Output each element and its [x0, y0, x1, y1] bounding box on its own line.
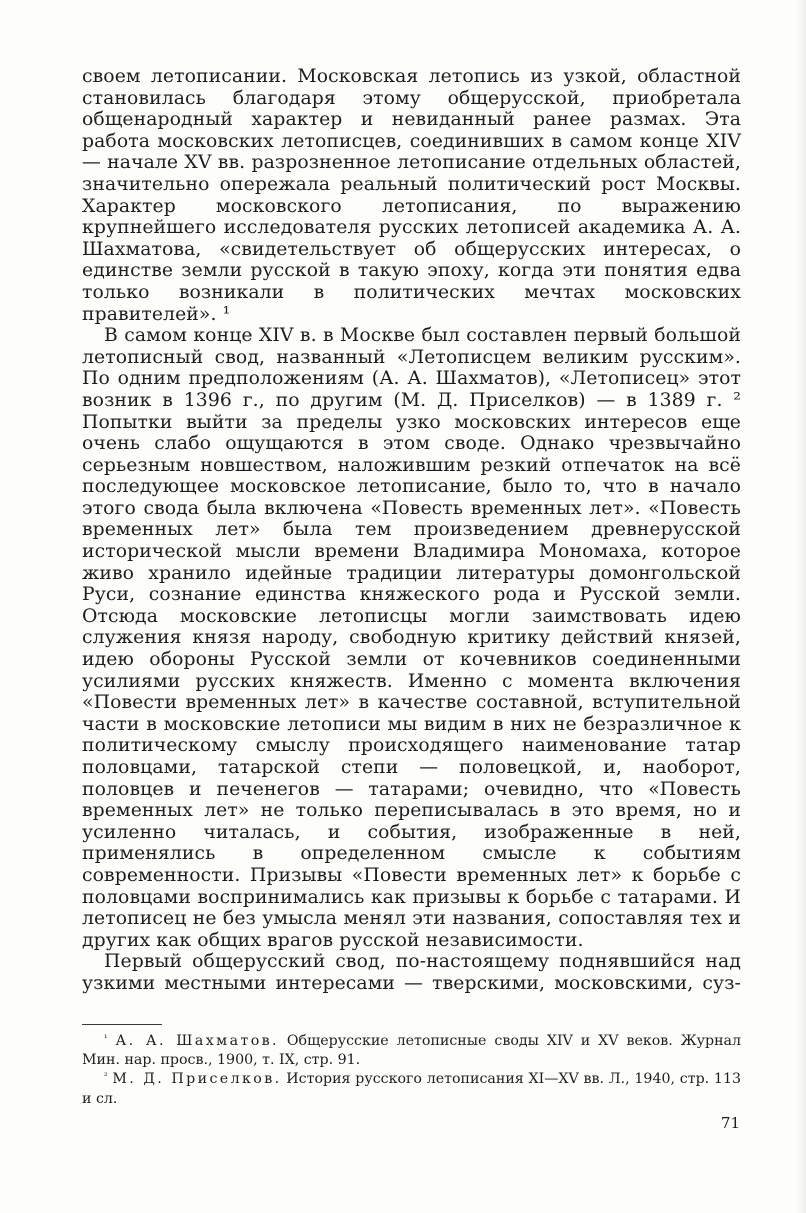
page-number: 71	[720, 1114, 740, 1132]
paragraph-1: своем летописании. Московская летопись из узкой, областной становилась благодаря этому общерусской, приобретала общенародный характер и невиданный ранее размах. Эта работа московских летописцев, соединивших в самом конце XIV — начале XV вв. разрозненное летописание отдельных областей, значительно опережала реальный политический рост Москвы. Характер московского летописания, по выражению крупнейшего исследователя русских летописей академика А. А. Шахматова, «свидетельствует об общерусских интересах, о единстве земли русской в такую эпоху, когда эти понятия едва только возникали в политических мечтах московских правителей». ¹	[82, 66, 741, 325]
paragraph-2: В самом конце XIV в. в Москве был составлен первый большой летописный свод, названный «Летописцем великим русским». По одним предположениям (А. А. Шахматов), «Летописец» этот возник в 1396 г., по другим (М. Д. Приселков) — в 1389 г. ² Попытки выйти за пределы узко московских интересов еще очень слабо ощущаются в этом своде. Однако чрезвычайно серьезным новшеством, наложившим резкий отпечаток на всё последующее московское летописание, было то, что в начало этого свода была включена «Повесть временных лет». «Повесть временных лет» была тем произведением древнерусской исторической мысли времени Владимира Мономаха, которое живо хранило идейные традиции литературы домонгольской Руси, сознание единства княжеского рода и Русской земли. Отсюда московские летописцы могли заимствовать идею служения князя народу, свободную критику действий князей, идею обороны Русской земли от кочевников соединенными усилиями русских княжеств. Именно с момента включения «Повести временных лет» в качестве составной, вступительной части в московские летописи мы видим в них не безразличное к политическому смыслу происходящего наименование татар половцами, татарской степи — половецкой, и, наоборот, половцев и печенегов — татарами; очевидно, что «Повесть временных лет» не только переписывалась в это время, но и усиленно читалась, и события, изображенные в ней, применялись в определенном смысле к событиям современности. Призывы «Повести временных лет» к борьбе с половцами воспринимались как призывы к борьбе с татарами. И летописец не без умысла менял эти названия, сопоставляя тех и других как общих врагов русской независимости.	[82, 325, 741, 951]
footnote-1-marker: ¹	[104, 1034, 108, 1045]
page-edge-shadow	[796, 0, 806, 1213]
footnotes	[82, 1032, 741, 1109]
paragraph-3: Первый общерусский свод, по-настоящему поднявшийся над узкими местными интересами — тверскими, московскими, суз-	[82, 951, 741, 994]
footnote-1-author: А. А. Шахматов.	[115, 1033, 279, 1049]
main-text-body	[82, 66, 741, 995]
footnote-separator	[82, 1024, 162, 1025]
footnote-2-marker: ²	[104, 1072, 108, 1083]
footnote-2-author: М. Д. Приселков.	[112, 1071, 282, 1088]
footnote-2	[82, 1070, 741, 1108]
footnote-1-text: Общерусские летописные своды XIV и XV веков. Журнал Мин. нар. просв., 1900, т. IX, стр. 91.	[82, 1033, 741, 1069]
footnote-2-text: История русского летописания XI—XV вв. Л., 1940, стр. 113 и сл.	[82, 1071, 742, 1107]
footnote-1	[82, 1032, 741, 1070]
